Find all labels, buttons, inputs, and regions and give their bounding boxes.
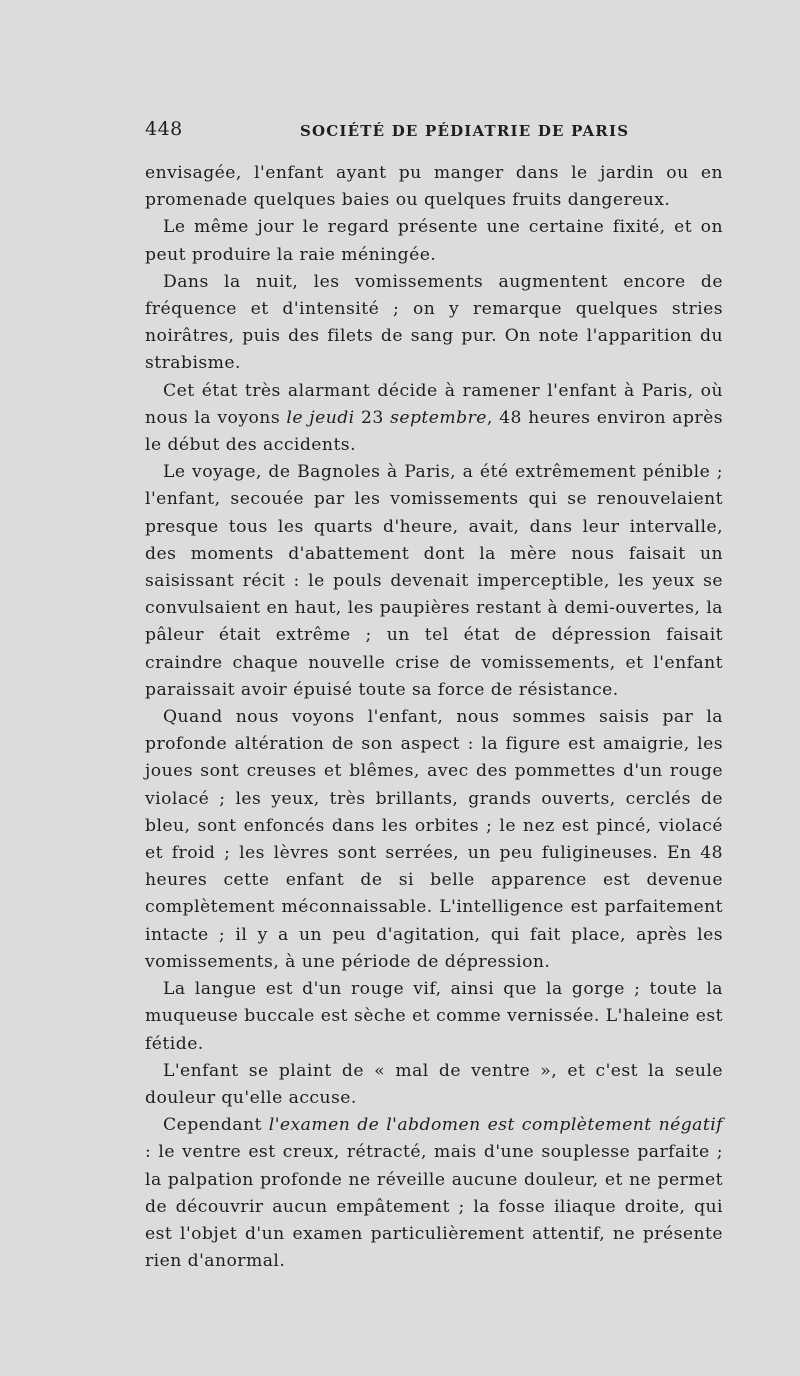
running-title: SOCIÉTÉ DE PÉDIATRIE DE PARIS [300,122,630,140]
italic-emphasis: l'examen de l'abdomen est complètement négatif [268,1115,723,1136]
text-span: Cependant [163,1115,269,1136]
paragraph [145,1112,723,1275]
italic-date-month: septembre [390,407,487,428]
paragraph [145,378,723,460]
text-span: 23 [354,407,391,428]
text-span: Cet état très alarmant décide à ramener l'enfant à Paris, où nous la voyons [145,380,723,428]
text-span: , 48 heures environ après le début des accidents. [145,407,723,456]
paragraph: Le voyage, de Bagnoles à Paris, a été extrêmement pénible ; l'enfant, secouée par les vomissements qui se renouvelaient presque tous les quarts d'heure, avait, dans leur intervalle, des moments d'abattement dont la mère nous faisait un saisissant récit : le pouls devenait imperceptible, les yeux se convulsaient en haut, les paupières restant à demi-ouvertes, la pâleur était extrême ; un tel état de dépression faisait craindre chaque nouvelle crise de vomissements, et l'enfant paraissait avoir épuisé toute sa force de résistance. [145,462,723,700]
paragraph: L'enfant se plaint de « mal de ventre », et c'est la seule douleur qu'elle accuse. [145,1060,723,1108]
paragraph: Le même jour le regard présente une certaine fixité, et on peut produire la raie méningée. [145,217,723,265]
body-text [145,160,723,1275]
italic-date-day: le jeudi [286,407,355,428]
page-number: 448 [145,118,183,140]
page-header [145,118,723,148]
paragraph: Dans la nuit, les vomissements augmentent encore de fréquence et d'intensité ; on y remarque quelques stries noirâtres, puis des filets de sang pur. On note l'apparition du strabisme. [145,271,723,374]
text-span: : le ventre est creux, rétracté, mais d'une souplesse parfaite ; la palpation profonde ne réveille aucune douleur, et ne permet de découvrir aucun empâtement ; la fosse iliaque droite, qui est l'objet d'un examen particulièrement attentif, ne présente rien d'anormal. [145,1142,723,1272]
paragraph: Quand nous voyons l'enfant, nous sommes saisis par la profonde altération de son aspect : la figure est amaigrie, les joues sont creuses et blêmes, avec des pommettes d'un rouge violacé ; les yeux, très brillants, grands ouverts, cerclés de bleu, sont enfoncés dans les orbites ; le nez est pincé, violacé et froid ; les lèvres sont serrées, un peu fuligineuses. En 48 heures cette enfant de si belle apparence est devenue complètement méconnaissable. L'intelligence est parfaitement intacte ; il y a un peu d'agitation, qui fait place, après les vomissements, à une période de dépression. [145,707,723,972]
paragraph: La langue est d'un rouge vif, ainsi que la gorge ; toute la muqueuse buccale est sèche et comme vernissée. L'haleine est fétide. [145,979,723,1054]
paragraph: envisagée, l'enfant ayant pu manger dans le jardin ou en promenade quelques baies ou quelques fruits dangereux. [145,163,723,211]
